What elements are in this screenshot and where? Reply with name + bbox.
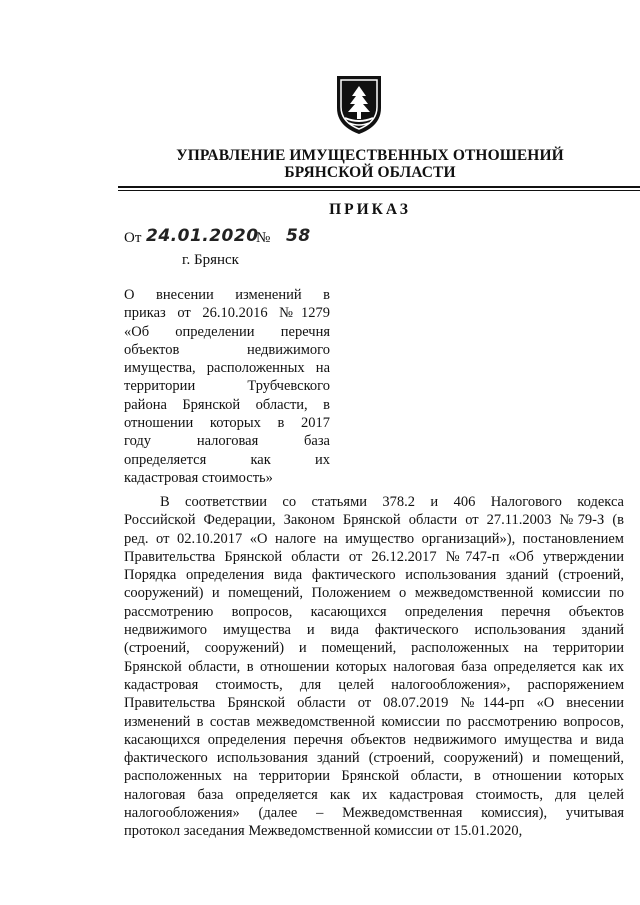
body-line: (строений, сооружений) и помещений, расположенных на территории	[124, 640, 624, 657]
org-name-line-2: БРЯНСКОЙ ОБЛАСТИ	[284, 164, 456, 181]
org-name-line-1: УПРАВЛЕНИЕ ИМУЩЕСТВЕННЫХ ОТНОШЕНИЙ	[176, 147, 564, 164]
subject-line: имущества, расположенных на	[124, 360, 330, 377]
body-line: касающихся определения перечня объектов недвижимого имущества и вида	[124, 731, 624, 748]
subject-line: района Брянской области, в	[124, 396, 330, 413]
body-line: расположенных на территории Брянской области, в отношении которых	[124, 768, 624, 785]
body-line: Правительства Брянской области от 26.12.2017 №747-п «Об утверждении	[124, 548, 624, 565]
body-line: Правительства Брянской области от 08.07.2019 №144-рп «О внесении	[124, 695, 624, 712]
body-line: изменений в состав межведомственной комиссии по рассмотрению вопросов,	[124, 713, 624, 730]
body-paragraph	[124, 493, 624, 841]
body-line: рассмотрению вопросов, касающихся определения перечня объектов	[124, 603, 624, 620]
subject-line: О внесении изменений в	[124, 287, 330, 303]
subject-line: объектов недвижимого	[124, 341, 330, 358]
document-title: ПРИКАЗ	[329, 201, 411, 218]
header-divider-thick	[118, 186, 640, 188]
body-line: фактического использования зданий (строений, сооружений) и помещений,	[124, 750, 624, 767]
body-line: Российской Федерации, Законом Брянской области от 27.11.2003 №79-З (в	[124, 512, 624, 529]
body-line: налоговая база определяется как их кадастровая стоимость, для целей	[124, 786, 624, 803]
date-number-line	[124, 226, 311, 247]
date-prefix: От	[124, 230, 142, 246]
subject-line: территории Трубчевского	[124, 378, 330, 395]
subject-line: приказ от 26.10.2016 №1279	[124, 305, 330, 322]
number-label: №	[256, 230, 271, 246]
handwritten-date: 24.01.2020	[146, 226, 259, 246]
body-line: В соответствии со статьями 378.2 и 406 Налогового кодекса	[160, 494, 624, 510]
body-line: кадастровая стоимость, для целей налогообложения», распоряжением	[124, 676, 624, 693]
coat-of-arms-icon	[333, 72, 385, 136]
subject-block	[124, 286, 330, 487]
body-line: протокол заседания Межведомственной комиссии от 15.01.2020,	[124, 823, 523, 840]
handwritten-number: 58	[286, 226, 311, 246]
header-divider-thin	[118, 190, 640, 191]
body-line: недвижимого имущества и вида фактического использования зданий	[124, 622, 624, 639]
subject-line: «Об определении перечня	[124, 323, 330, 340]
body-line: сооружений) и помещений, Положением о межведомственной комиссии по	[124, 585, 624, 602]
organization-name	[0, 147, 640, 181]
body-line: ред. от 02.10.2017 «О налоге на имущество организаций»), постановлением	[124, 530, 624, 547]
body-line: Порядка определения вида фактического использования зданий (строений,	[124, 567, 624, 584]
issue-city: г. Брянск	[182, 252, 239, 268]
subject-line: отношении которых в 2017	[124, 415, 330, 432]
body-line: Брянской области, в отношении которых налоговая база определяется как их	[124, 658, 624, 675]
subject-line: кадастровая стоимость»	[124, 469, 273, 486]
subject-line: году налоговая база	[124, 433, 330, 450]
subject-line: определяется как их	[124, 451, 330, 468]
body-line: налогообложения» (далее – Межведомственная комиссия), учитывая	[124, 805, 624, 822]
